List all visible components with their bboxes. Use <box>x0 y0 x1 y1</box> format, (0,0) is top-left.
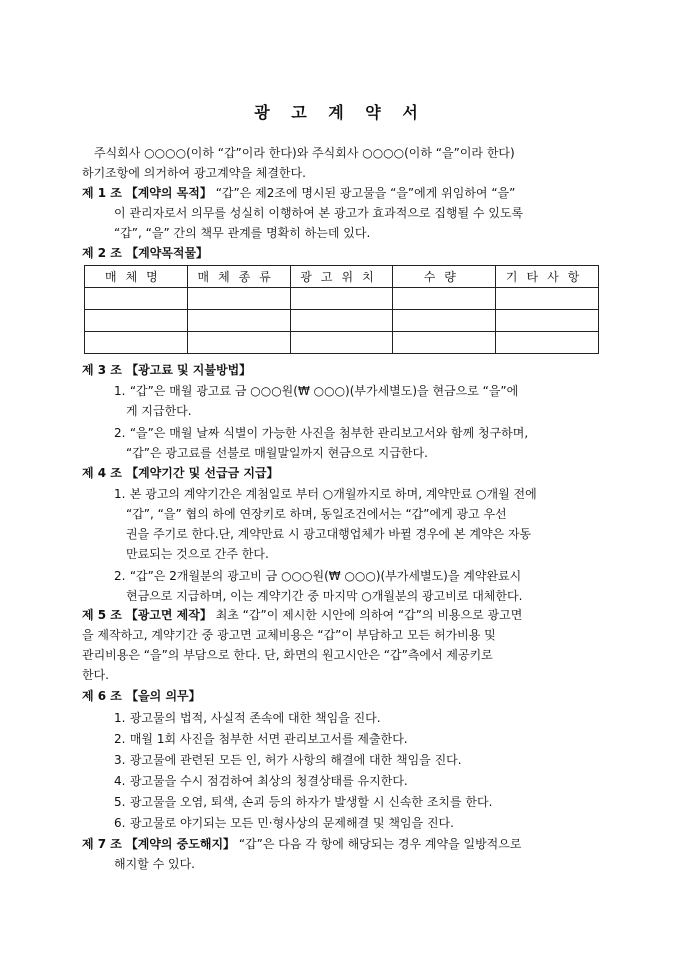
item-text: 광고물에 관련된 모든 인, 허가 사항의 해결에 대한 책임을 진다. <box>129 753 462 767</box>
table-cell <box>187 310 290 332</box>
article-1-line-3: “갑”, “을” 간의 책무 관계를 명확히 하는데 있다. <box>114 226 371 240</box>
article-3-item-2 <box>114 423 600 463</box>
item-line: 만료되는 것으로 간주 한다. <box>126 547 269 561</box>
article-5-label: 제 5 조 <box>82 608 122 622</box>
contract-object-table <box>84 265 599 354</box>
article-6-item-1 <box>114 708 600 728</box>
article-2-title: 【계약목적물】 <box>126 246 209 260</box>
article-6-heading <box>82 686 201 706</box>
table-cell <box>290 288 393 310</box>
item-text: 광고물의 법적, 사실적 존속에 대한 책임을 진다. <box>129 711 381 725</box>
table-cell <box>393 310 496 332</box>
article-5-title: 【광고면 제작】 <box>125 608 212 622</box>
article-4-item-1 <box>114 484 600 564</box>
item-number: 2. <box>114 732 126 746</box>
article-1-label: 제 1 조 <box>82 186 122 200</box>
article-5-line-3: 관리비용은 “을”의 부담으로 한다. 단, 화면의 원고시안은 “갑”측에서 제공키로 <box>82 648 493 662</box>
table-row <box>85 288 599 310</box>
item-number: 3. <box>114 753 126 767</box>
article-2-heading <box>82 243 208 263</box>
item-text: 광고물을 수시 점검하여 최상의 청결상태를 유지한다. <box>129 774 408 788</box>
document-title: 광 고 계 약 서 <box>254 103 426 122</box>
table-cell <box>496 332 599 354</box>
article-5-line-4: 한다. <box>82 668 109 682</box>
item-line: 게 지급한다. <box>126 404 192 418</box>
table-row <box>85 332 599 354</box>
article-6-item-2 <box>114 729 600 749</box>
article-6-item-6 <box>114 813 600 833</box>
item-line: “갑”은 광고료를 선불로 매월말일까지 현금으로 지급한다. <box>126 446 428 460</box>
article-6-item-3 <box>114 750 600 770</box>
article-7-line-1: “갑”은 다음 각 항에 해당되는 경우 계약을 일방적으로 <box>238 837 522 851</box>
article-2-label: 제 2 조 <box>82 246 122 260</box>
table-cell <box>393 288 496 310</box>
column-header: 수량 <box>393 266 496 288</box>
article-7-title: 【계약의 중도해지】 <box>125 837 236 851</box>
item-line: “을”은 매월 날짜 식별이 가능한 사진을 첨부한 관리보고서와 함께 청구하며, <box>129 426 529 440</box>
column-header: 광고위치 <box>290 266 393 288</box>
article-6-item-5 <box>114 792 600 812</box>
article-4-label: 제 4 조 <box>82 466 122 480</box>
table-header-row <box>85 266 599 288</box>
item-text: 매월 1회 사진을 첨부한 서면 관리보고서를 제출한다. <box>129 732 408 746</box>
article-1-line-1: “갑”은 제2조에 명시된 광고물을 “을”에게 위임하여 “을” <box>215 186 516 200</box>
article-6-label: 제 6 조 <box>82 689 122 703</box>
column-header: 매체종류 <box>187 266 290 288</box>
article-7-line-2: 해지할 수 있다. <box>114 857 195 871</box>
item-number: 1. <box>114 711 126 725</box>
article-7 <box>82 834 600 854</box>
article-3-title: 【광고료 및 지불방법】 <box>126 363 252 377</box>
article-7-label: 제 7 조 <box>82 837 122 851</box>
column-header: 기타사항 <box>496 266 599 288</box>
table-cell <box>290 310 393 332</box>
item-line: “갑”은 2개월분의 광고비 금 ○○○원(₩ ○○○)(부가세별도)을 계약완료시 <box>129 569 522 583</box>
article-4-title: 【계약기간 및 선급금 지급】 <box>126 466 279 480</box>
article-6-item-4 <box>114 771 600 791</box>
article-1-line-2: 이 관리자로서 의무를 성실히 이행하여 본 광고가 효과적으로 집행될 수 있도록 <box>114 206 524 220</box>
table-cell <box>187 332 290 354</box>
item-number: 5. <box>114 795 126 809</box>
item-text: 광고물을 오염, 퇴색, 손괴 등의 하자가 발생할 시 신속한 조치를 한다. <box>129 795 493 809</box>
item-line: 본 광고의 계약기간은 계첨일로 부터 ○개월까지로 하며, 계약만료 ○개월 전에 <box>129 487 537 501</box>
item-line: 현금으로 지급하며, 이는 계약기간 중 마지막 ○개월분의 광고비로 대체한다. <box>126 589 523 603</box>
table-cell <box>85 310 188 332</box>
article-3-label: 제 3 조 <box>82 363 122 377</box>
item-number: 6. <box>114 816 126 830</box>
table-cell <box>85 288 188 310</box>
table-cell <box>290 332 393 354</box>
article-5 <box>82 605 600 625</box>
item-number: 4. <box>114 774 126 788</box>
article-4-heading <box>82 463 279 483</box>
intro-line-1: 주식회사 ○○○○(이하 “갑”이라 한다)와 주식회사 ○○○○(이하 “을”이라 한다) <box>94 146 515 160</box>
article-6-title: 【을의 의무】 <box>126 689 201 703</box>
table-row <box>85 310 599 332</box>
table-cell <box>496 310 599 332</box>
article-4-item-2 <box>114 566 600 606</box>
item-number: 1. <box>114 384 126 398</box>
article-5-line-2: 을 제작하고, 계약기간 중 광고면 교체비용은 “갑”이 부담하고 모든 허가비용 및 <box>82 628 496 642</box>
article-3-item-1 <box>114 381 600 421</box>
item-line: 권을 주기로 한다.단, 계약만료 시 광고대행업체가 바뀔 경우에 본 계약은 자동 <box>126 527 532 541</box>
item-line: “갑”, “을” 협의 하에 연장키로 하며, 동일조건에서는 “갑”에게 광고 우선 <box>126 507 507 521</box>
item-number: 2. <box>114 426 126 440</box>
table-cell <box>496 288 599 310</box>
item-number: 2. <box>114 569 126 583</box>
intro-line-2: 하기조항에 의거하여 광고계약을 체결한다. <box>82 166 306 180</box>
article-3-heading <box>82 360 251 380</box>
table-cell <box>187 288 290 310</box>
table-cell <box>393 332 496 354</box>
article-1 <box>82 183 600 203</box>
item-text: 광고물로 야기되는 모든 민·형사상의 문제해결 및 책임을 진다. <box>129 816 454 830</box>
item-line: “갑”은 매월 광고료 금 ○○○원(₩ ○○○)(부가세별도)을 현금으로 “을”에 <box>129 384 519 398</box>
column-header: 매체명 <box>85 266 188 288</box>
item-number: 1. <box>114 487 126 501</box>
article-5-line-1: 최초 “갑”이 제시한 시안에 의하여 “갑”의 비용으로 광고면 <box>215 608 523 622</box>
article-1-title: 【계약의 목적】 <box>125 186 212 200</box>
table-cell <box>85 332 188 354</box>
